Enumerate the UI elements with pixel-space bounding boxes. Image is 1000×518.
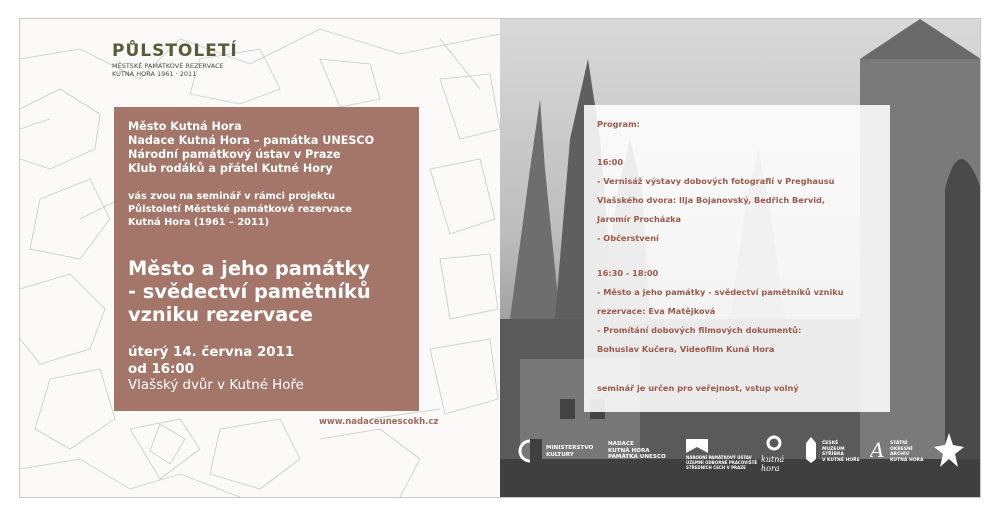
kutna-hora-icon: [766, 435, 782, 451]
title-line-3: vzniku rezervace: [128, 303, 313, 326]
ministry-label: [546, 445, 593, 458]
invite-line-3: Kutná Hora (1961 – 2011): [128, 217, 270, 228]
logo-line3: KUTNÁ HORA 1961 · 2011: [112, 70, 197, 78]
organizer-3: Národní památkový ústav v Praze: [128, 148, 341, 161]
title-line-2: - svědectví pamětníků: [128, 280, 371, 303]
ministry-icon: [518, 439, 542, 463]
kutna-hora-label: [761, 455, 784, 473]
archive-line-2: OKRESNÍ: [890, 446, 913, 452]
npu-line-3: STŘEDNÍCH ČECH V PRAZE: [686, 465, 746, 470]
svg-text:A: A: [870, 438, 885, 462]
ministry-line-2: KULTURY: [546, 451, 574, 458]
organizer-4: Klub rodáků a přátel Kutné Hory: [128, 162, 333, 175]
museum-line-2: MUZEUM: [822, 446, 845, 452]
invite-line-2: Půlstoletí Městské památkové rezervace: [128, 204, 352, 215]
foundation-label: [608, 441, 666, 461]
foundation-line-2: KUTNÁ HORA: [608, 447, 650, 454]
foundation-line-3: PAMÁTKA UNESCO: [608, 454, 666, 460]
program-item-4b: Bohuslav Kučera, Videofilm Kuná Hora: [597, 344, 775, 354]
program-panel: [584, 105, 890, 412]
program-note: seminář je určen pro veřejnost, vstup volný: [597, 383, 799, 393]
organizers-list: [128, 120, 374, 176]
program-item-3a: - Město a jeho památky - svědectví pamětníků vzniku: [597, 287, 844, 297]
invitation-card: [19, 18, 981, 498]
invite-text: [128, 190, 352, 229]
pulstoleti-logo: [112, 41, 238, 78]
archive-line-1: STÁTNÍ: [890, 441, 908, 446]
archive-icon: [870, 437, 888, 463]
program-item-2: - Občerstvení: [597, 233, 659, 243]
program-item-3b: rezervace: Eva Matějková: [597, 306, 716, 316]
npu-line-1: NÁRODNÍ PAMÁTKOVÝ ÚSTAV: [686, 455, 752, 460]
museum-line-3: STŘÍBRA: [822, 452, 844, 457]
invite-line-1: vás zvou na seminář v rámci projektu: [128, 191, 336, 202]
seminar-date: [128, 344, 294, 378]
seminar-title: [128, 257, 371, 326]
organizer-2: Nadace Kutná Hora – památka UNESCO: [128, 134, 375, 147]
museum-label: [822, 441, 860, 463]
kutna-hora-line-1: kutná: [761, 455, 785, 464]
website-link[interactable]: www.nadaceunescokh.cz: [319, 417, 439, 427]
npu-line-2: ÚZEMNÍ ODBORNÉ PRACOVIŠTĚ: [686, 460, 758, 465]
kutna-hora-line-2: hora: [761, 464, 780, 473]
partner-logos: [518, 431, 968, 481]
museum-icon: [804, 437, 818, 463]
date-line-2: od 16:00: [128, 362, 195, 377]
title-line-1: Město a jeho památky: [128, 257, 370, 280]
organizer-1: Město Kutná Hora: [128, 120, 242, 133]
program-item-4a: - Promítání dobových filmových dokumentů:: [597, 325, 802, 335]
logo-title: PŮLSTOLETÍ: [112, 41, 238, 61]
npu-label: [686, 455, 757, 470]
npu-icon: [686, 439, 708, 453]
program-item-1b: Vlašského dvora: Ilja Bojanovský, Bedřich Bervid,: [597, 195, 825, 205]
museum-line-1: ČESKÉ: [822, 441, 839, 446]
date-line-1: úterý 14. června 2011: [128, 345, 295, 360]
seminar-place: Vlašský dvůr v Kutné Hoře: [128, 378, 304, 393]
ministry-line-1: MINISTERSTVO: [546, 445, 594, 451]
program-heading: Program:: [597, 119, 640, 129]
program-time-2: 16:30 - 18:00: [597, 268, 659, 278]
museum-line-4: V KUTNÉ HOŘE: [822, 457, 860, 463]
logo-line2: MĚSTSKÉ PAMÁTKOVÉ REZERVACE: [112, 62, 224, 70]
foundation-line-1: NADACE: [608, 441, 634, 447]
archive-label: [890, 441, 924, 463]
program-item-1a: - Vernisáž výstavy dobových fotografií v Preghausu: [597, 176, 835, 186]
star-logo-icon: [934, 431, 964, 471]
program-time-1: 16:00: [597, 157, 624, 167]
archive-line-4: KUTNÁ HORA: [890, 457, 924, 463]
program-item-1c: Jaromír Procházka: [597, 214, 682, 224]
archive-line-3: ARCHIV: [890, 452, 910, 457]
